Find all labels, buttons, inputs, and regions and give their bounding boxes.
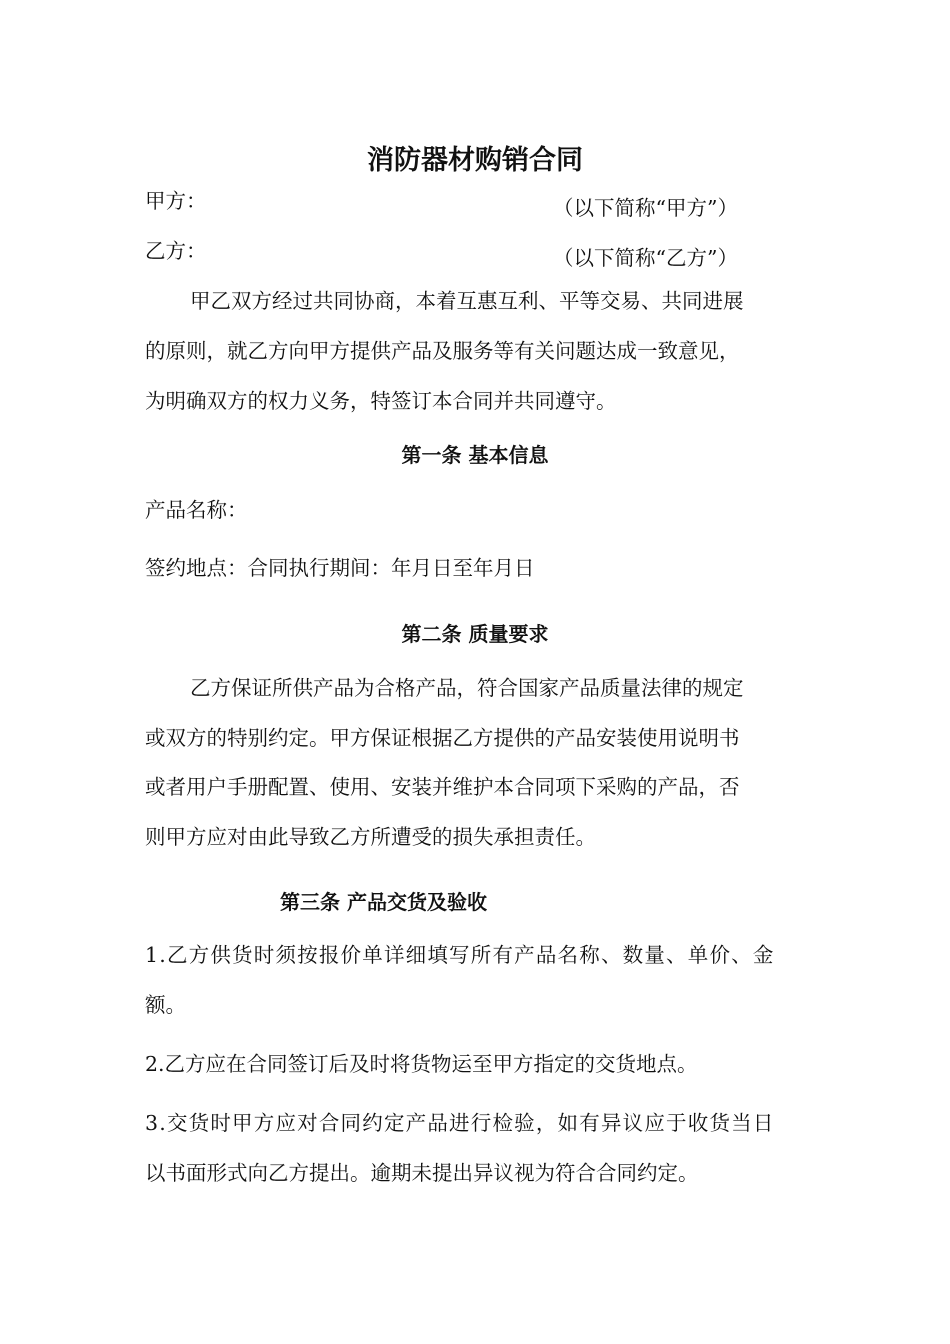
- party-a-note: （以下简称“甲方”）: [553, 196, 738, 220]
- delivery-item: 3.交货时甲方应对合同约定产品进行检验，如有异议应于收货当日: [145, 1111, 775, 1135]
- section-3-heading: 第三条 产品交货及验收: [280, 890, 487, 914]
- product-name-field: 产品名称：: [145, 498, 248, 522]
- intro-line: 的原则，就乙方向甲方提供产品及服务等有关问题达成一致意见，: [145, 339, 740, 363]
- page-title: 消防器材购销合同: [367, 145, 583, 176]
- quality-line: 或者用户手册配置、使用、安装并维护本合同项下采购的产品，否: [145, 775, 740, 799]
- delivery-item: 额。: [145, 993, 186, 1017]
- section-2-heading: 第二条 质量要求: [401, 622, 549, 646]
- quality-line: 乙方保证所供产品为合格产品，符合国家产品质量法律的规定: [190, 676, 744, 700]
- delivery-item: 以书面形式向乙方提出。逾期未提出异议视为符合合同约定。: [145, 1161, 699, 1185]
- intro-line: 甲乙双方经过共同协商，本着互惠互利、平等交易、共同进展: [190, 289, 744, 313]
- signing-place-field: 签约地点：合同执行期间：年月日至年月日: [145, 556, 535, 580]
- party-b-note: （以下简称“乙方”）: [553, 246, 738, 270]
- quality-line: 则甲方应对由此导致乙方所遭受的损失承担责任。: [145, 825, 596, 849]
- section-1-heading: 第一条 基本信息: [401, 443, 549, 467]
- delivery-item: 2.乙方应在合同签订后及时将货物运至甲方指定的交货地点。: [145, 1052, 698, 1076]
- party-a-label: 甲方：: [145, 189, 207, 213]
- quality-line: 或双方的特别约定。甲方保证根据乙方提供的产品安装使用说明书: [145, 726, 740, 750]
- party-b-label: 乙方：: [145, 239, 207, 263]
- delivery-item: 1.乙方供货时须按报价单详细填写所有产品名称、数量、单价、金: [145, 943, 775, 967]
- intro-line: 为明确双方的权力义务，特签订本合同并共同遵守。: [145, 389, 617, 413]
